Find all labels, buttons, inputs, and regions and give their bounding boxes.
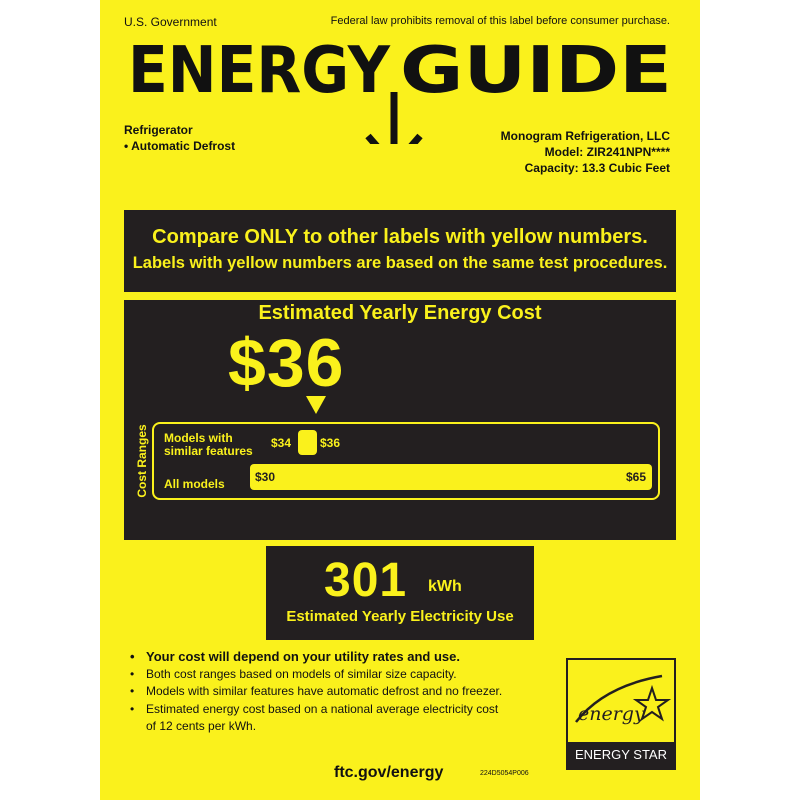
energy-star-icon <box>568 660 674 742</box>
similar-range-high: $36 <box>320 436 341 450</box>
electricity-use-value: 301 <box>324 554 408 607</box>
removal-notice: Federal law prohibits removal of this label before consumer purchase. <box>330 15 670 27</box>
feature-bullet: • <box>124 139 129 153</box>
cost-panel <box>124 210 676 540</box>
model-number: Model: ZIR241NPN**** <box>544 145 670 159</box>
energy-star-band <box>568 742 674 768</box>
all-range-high: $65 <box>625 470 646 484</box>
electricity-use-unit: kWh <box>428 578 462 595</box>
note-item-continued <box>128 718 558 736</box>
all-models-range-bar <box>250 464 652 490</box>
note-item <box>128 648 558 666</box>
similar-range-marker <box>298 430 317 455</box>
compare-notice-line1: Compare ONLY to other labels with yellow numbers. <box>152 226 648 248</box>
note-bullet: • <box>130 649 135 664</box>
note-item <box>128 683 558 701</box>
label-code: 224D5054P006 <box>480 770 529 777</box>
energy-star-logo <box>566 658 676 770</box>
note-text: Models with similar features have automatic defrost and no freezer. <box>146 684 503 698</box>
notes-list <box>128 648 558 736</box>
all-models-label: All models <box>164 477 225 491</box>
capacity: Capacity: 13.3 Cubic Feet <box>524 161 670 175</box>
energy-star-text: ENERGY STAR <box>575 747 667 762</box>
cost-ranges-text: Cost Ranges <box>135 424 149 498</box>
estimated-cost-title: Estimated Yearly Energy Cost <box>258 302 542 324</box>
electricity-use-label: Estimated Yearly Electricity Use <box>286 608 514 625</box>
product-info-left <box>124 122 235 154</box>
similar-label-line1: Models with <box>164 431 233 445</box>
electricity-use-box <box>266 546 534 640</box>
energyguide-label <box>100 0 700 800</box>
note-item <box>128 666 558 684</box>
title-guide-text: GUIDE <box>400 34 672 108</box>
product-info-right <box>501 128 670 176</box>
government-text: U.S. Government <box>124 15 217 29</box>
similar-models-label <box>164 432 253 458</box>
similar-label-line2: similar features <box>164 444 253 458</box>
ftc-url-link[interactable]: ftc.gov/energy <box>334 764 444 781</box>
note-bullet: • <box>130 684 135 698</box>
cost-ranges-box <box>152 422 660 500</box>
note-text: of 12 cents per kWh. <box>146 719 257 733</box>
energy-script-text: energy <box>578 703 645 725</box>
note-text: Estimated energy cost based on a national average electricity cost <box>146 701 499 716</box>
compare-notice-line2: Labels with yellow numbers are based on the same test procedures. <box>132 254 668 272</box>
all-range-low: $30 <box>255 470 276 484</box>
manufacturer: Monogram Refrigeration, LLC <box>500 129 670 143</box>
similar-range-low: $34 <box>271 436 292 450</box>
note-bullet: • <box>130 701 135 716</box>
product-feature-row <box>124 138 235 154</box>
note-text: Both cost ranges based on models of similar size capacity. <box>146 666 457 681</box>
note-text: Your cost will depend on your utility rates and use. <box>146 649 460 664</box>
panel-divider <box>124 292 676 300</box>
estimated-cost-value: $36 <box>228 325 345 401</box>
product-feature: Automatic Defrost <box>131 139 236 153</box>
product-type: Refrigerator <box>124 123 193 137</box>
note-item <box>128 701 558 719</box>
cost-ranges-label <box>130 422 154 500</box>
note-bullet: • <box>130 666 135 681</box>
cost-pointer-icon <box>306 396 326 414</box>
title-energy-text: ENERGY <box>128 34 391 108</box>
